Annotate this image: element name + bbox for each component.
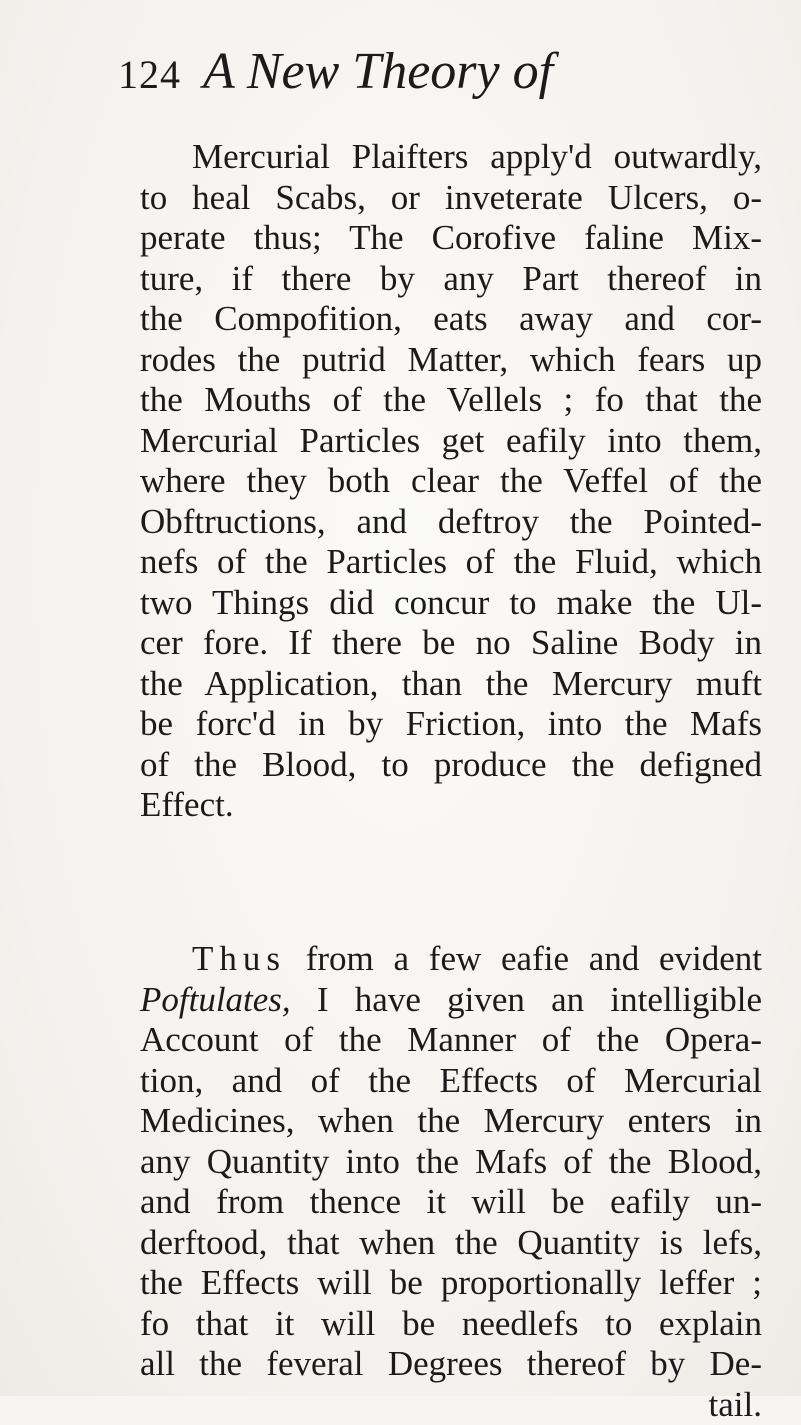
running-header	[118, 42, 553, 102]
text-fragment: I have given an intelligible	[317, 980, 762, 1019]
paragraph-mercurial-plaisters	[140, 137, 762, 826]
running-title: A New Theory of	[203, 43, 553, 100]
text-line: tion, and of the Effects of Mercurial	[140, 1061, 762, 1102]
text-line: and from thence it will be eafily un-	[140, 1182, 762, 1223]
text-line: Account of the Manner of the Opera-	[140, 1020, 762, 1061]
text-line: of the Blood, to produce the defigned	[140, 745, 762, 786]
text-line: any Quantity into the Mafs of the Blood,	[140, 1142, 762, 1183]
text-line: fo that it will be needlefs to explain	[140, 1304, 762, 1345]
paragraph-thus-from-a-few	[140, 939, 762, 1425]
text-line: Mercurial Plaifters apply'd outwardly,	[140, 137, 762, 178]
text-line: the Mouths of the Vellels ; fo that the	[140, 380, 762, 421]
italic-term: Poftulates,	[140, 980, 291, 1019]
text-line: Effect.	[140, 785, 762, 826]
text-fragment: from a few eafie and evident	[306, 939, 762, 978]
text-line: perate thus; The Corofive faline Mix-	[140, 218, 762, 259]
lead-word: Thus	[192, 939, 286, 978]
text-line-first	[140, 939, 762, 980]
text-line: all the feveral Degrees thereof by De-	[140, 1344, 762, 1385]
text-line-second	[140, 980, 762, 1021]
text-line: tail.	[140, 1385, 762, 1425]
text-line: the Application, than the Mercury muft	[140, 664, 762, 705]
text-line: derftood, that when the Quantity is lefs,	[140, 1223, 762, 1264]
text-line: nefs of the Particles of the Fluid, which	[140, 542, 762, 583]
text-line: to heal Scabs, or inveterate Ulcers, o-	[140, 178, 762, 219]
text-line: the Compofition, eats away and cor-	[140, 299, 762, 340]
text-line: Mercurial Particles get eafily into them,	[140, 421, 762, 462]
text-line: the Effects will be proportionally leffer ;	[140, 1263, 762, 1304]
page-number: 124	[118, 52, 181, 97]
text-line: ture, if there by any Part thereof in	[140, 259, 762, 300]
text-line: rodes the putrid Matter, which fears up	[140, 340, 762, 381]
text-line: Obftructions, and deftroy the Pointed-	[140, 502, 762, 543]
text-line: be forc'd in by Friction, into the Mafs	[140, 704, 762, 745]
text-line: two Things did concur to make the Ul-	[140, 583, 762, 624]
text-line: where they both clear the Veffel of the	[140, 461, 762, 502]
text-line: Medicines, when the Mercury enters in	[140, 1101, 762, 1142]
text-line: cer fore. If there be no Saline Body in	[140, 623, 762, 664]
